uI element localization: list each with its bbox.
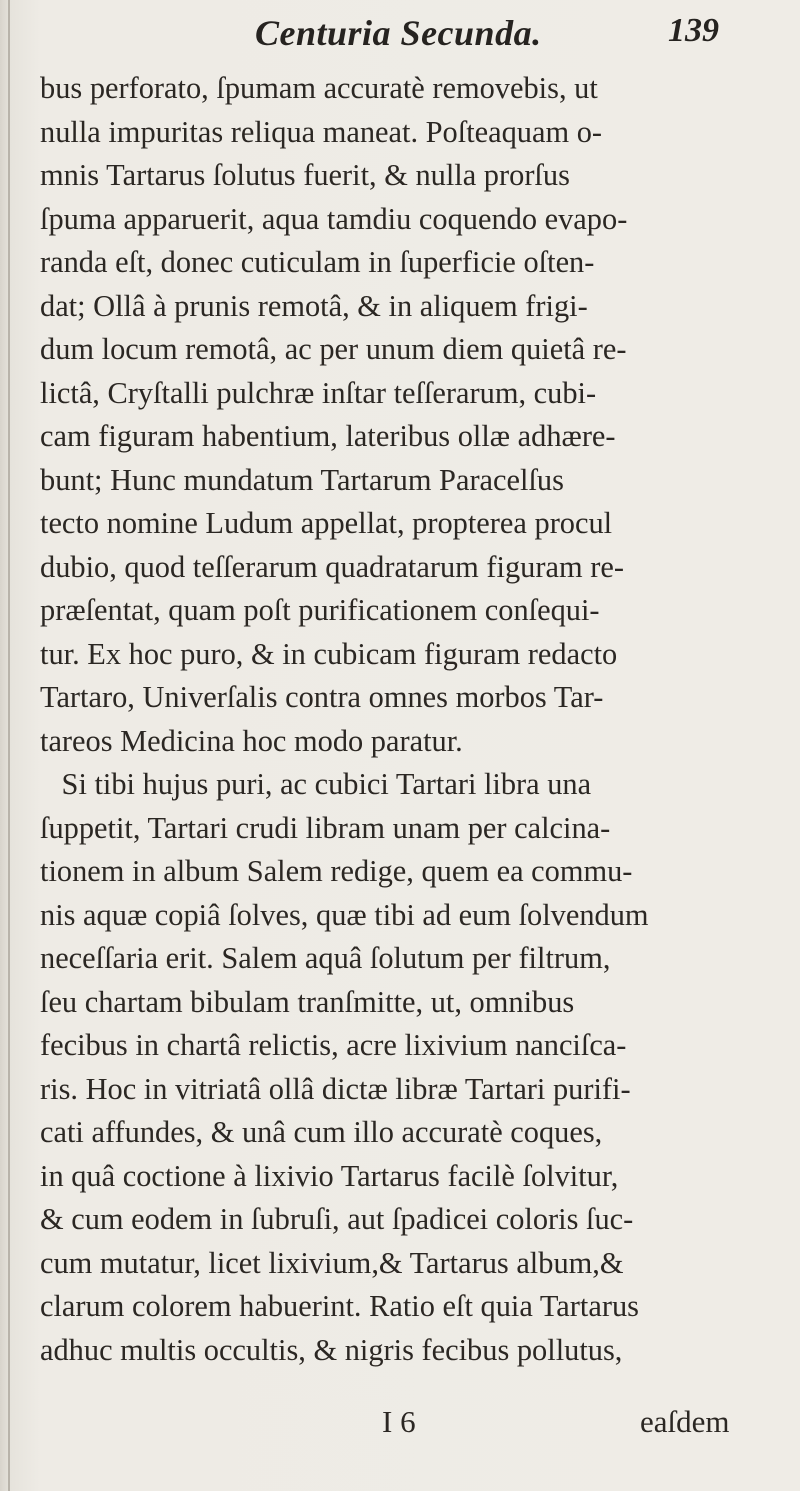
body-text [40,66,800,1371]
text-line: cati affundes, & unâ cum illo accuratè coques, [40,1114,603,1149]
text-line: præſentat, quam poſt purificationem conſequi- [40,592,600,627]
text-line: tareos Medicina hoc modo paratur. [40,722,463,758]
text-line: randa eſt, donec cuticulam in ſuperficie oſten- [40,244,595,279]
text-line: cum mutatur, licet lixivium,& Tartarus album,& [40,1244,624,1280]
page-header [0,10,800,60]
text-line: nis aquæ copiâ ſolves, quæ tibi ad eum ſolvendum [40,896,649,932]
text-line: ſuppetit, Tartari crudi libram unam per calcina- [40,809,611,845]
text-line: in quâ coctione à lixivio Tartarus facilè ſolvitur, [40,1157,619,1193]
page-number: 139 [668,12,719,49]
text-line: nulla impuritas reliqua maneat. Poſteaquam o- [40,113,603,149]
page-footer [0,1400,800,1450]
text-line: bus perforato, ſpumam accuratè removebis, ut [40,70,598,105]
text-line: mnis Tartarus ſolutus fuerit, & nulla prorſus [40,157,570,192]
text-line: lictâ, Cryſtalli pulchræ inſtar teſſerarum, cubi- [40,374,597,410]
text-line: neceſſaria erit. Salem aquâ ſolutum per filtrum, [40,940,611,975]
running-title: Centuria Secunda. [255,13,542,53]
text-line: dat; Ollâ à prunis remotâ, & in aliquem frigi- [40,287,588,323]
text-line: tionem in album Salem redige, quem ea commu- [40,853,633,888]
text-line: bunt; Hunc mundatum Tartarum Paracelſus [40,461,564,497]
binding-gutter [8,0,10,1491]
text-line: ſpuma apparuerit, aqua tamdiu coquendo evapo- [40,200,628,236]
text-line: clarum colorem habuerint. Ratio eſt quia Tartarus [40,1288,639,1323]
text-line: ſeu chartam bibulam tranſmitte, ut, omnibus [40,983,575,1019]
text-line: Tartaro, Univerſalis contra omnes morbos Tar- [40,679,604,714]
text-line: tur. Ex hoc puro, & in cubicam figuram redacto [40,635,618,671]
text-line: & cum eodem in ſubruſi, aut ſpadicei coloris ſuc- [40,1201,634,1236]
signature-mark: I 6 [382,1404,416,1439]
paragraph-start-line: Si tibi hujus puri, ac cubici Tartari libra una [61,766,592,801]
text-line: cam figuram habentium, lateribus ollæ adhære- [40,418,616,453]
catchword: eaſdem [640,1404,730,1439]
text-line: adhuc multis occultis, & nigris fecibus pollutus, [40,1331,623,1367]
text-line: fecibus in chartâ relictis, acre lixivium nanciſca- [40,1027,627,1062]
text-line: dum locum remotâ, ac per unum diem quietâ re- [40,331,627,366]
text-line: ris. Hoc in vitriatâ ollâ dictæ libræ Tartari purifi- [40,1070,631,1106]
text-line: tecto nomine Ludum appellat, propterea procul [40,505,613,540]
text-line: dubio, quod teſſerarum quadratarum figuram re- [40,548,624,584]
